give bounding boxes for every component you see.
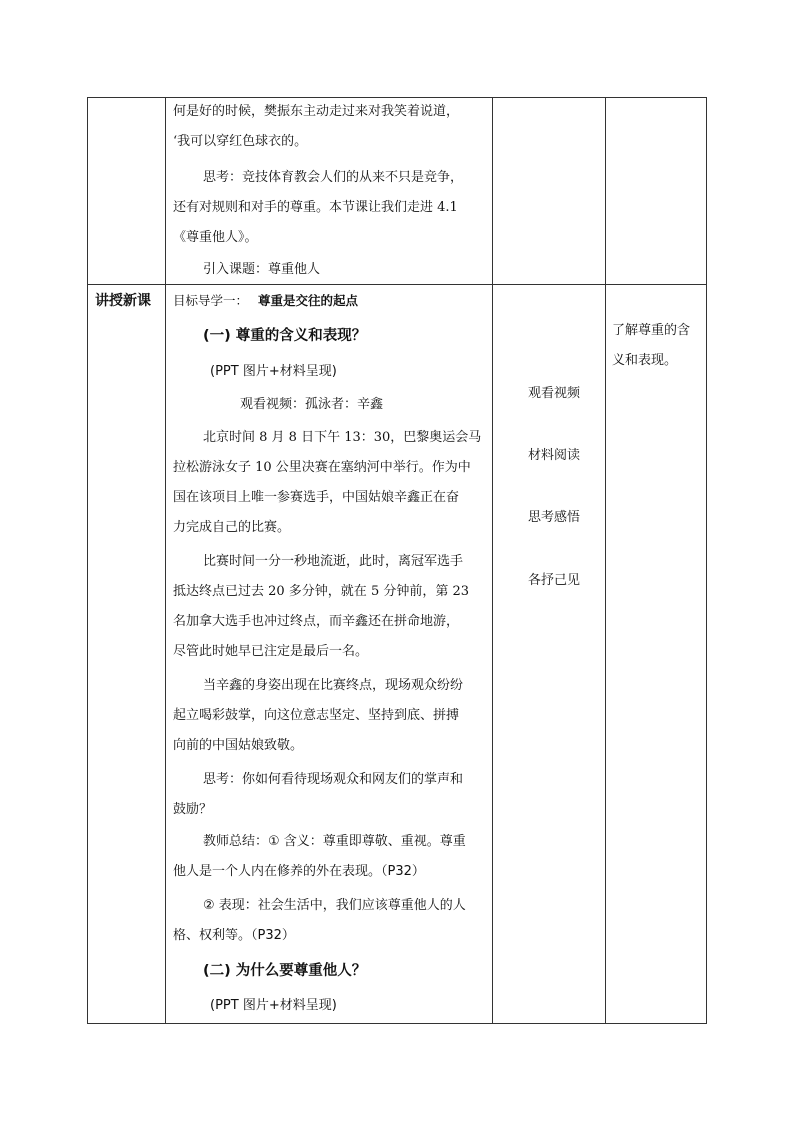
activity-share: 各抒己见 (528, 573, 581, 588)
heading-1: (一) 尊重的含义和表现？ (203, 328, 367, 344)
body-line-13: 鼓励？ (173, 802, 213, 817)
ppt-note-2: (PPT 图片+材料呈现) (210, 998, 337, 1013)
body-line-7: 名加拿大选手也冲过终点，而辛鑫还在拼命地游， (173, 614, 460, 629)
ppt-note-1: (PPT 图片+材料呈现) (210, 364, 337, 379)
activity-reflect: 思考感悟 (528, 510, 581, 525)
row1-line-1: 何是好的时候，樊振东主动走过来对我笑着说道， (173, 104, 460, 119)
body-line-4: 力完成自己的比赛。 (173, 520, 291, 535)
body-line-2: 拉松游泳女子 10 公里决赛在塞纳河中举行。作为中 (173, 460, 471, 475)
column-divider-2 (492, 97, 493, 1024)
body-line-1: 北京时间 8 月 8 日下午 13：30，巴黎奥运会马 (203, 430, 482, 445)
video-title: 观看视频：孤泳者：辛鑫 (240, 397, 384, 412)
body-line-8: 尽管此时她早已注定是最后一名。 (173, 644, 369, 659)
heading-2: (二) 为什么要尊重他人？ (203, 963, 367, 979)
body-line-16: ② 表现：社会生活中，我们应该尊重他人的人 (203, 898, 466, 913)
row1-line-6: 引入课题：尊重他人 (203, 262, 321, 277)
body-line-11: 向前的中国姑娘致敬。 (173, 738, 304, 753)
body-line-6: 抵达终点已过去 20 多分钟，就在 5 分钟前，第 23 (173, 584, 470, 599)
body-line-14: 教师总结：① 含义：尊重即尊敬、重视。尊重 (203, 834, 466, 849)
row1-line-5: 《尊重他人》。 (173, 230, 258, 245)
body-line-3: 国在该项目上唯一参赛选手，中国姑娘辛鑫正在奋 (173, 490, 460, 505)
row-divider (87, 284, 707, 285)
row1-line-3: 思考：竞技体育教会人们的从来不只是竞争， (203, 170, 464, 185)
row1-line-4: 还有对规则和对手的尊重。本节课让我们走进 4.1 (173, 200, 458, 215)
column-divider-3 (605, 97, 606, 1024)
goal-note-line-2: 义和表现。 (612, 353, 678, 368)
body-line-12: 思考：你如何看待现场观众和网友们的掌声和 (203, 772, 464, 787)
row1-line-2: ‘我可以穿红色球衣的。 (173, 134, 308, 149)
body-line-5: 比赛时间一分一秒地流逝，此时，离冠军选手 (203, 554, 464, 569)
body-line-9: 当辛鑫的身姿出现在比赛终点，现场观众纷纷 (203, 678, 464, 693)
body-line-10: 起立喝彩鼓掌，向这位意志坚定、坚持到底、拼搏 (173, 708, 460, 723)
activity-read-material: 材料阅读 (528, 448, 581, 463)
goal-prefix: 目标导学一： (173, 293, 249, 308)
body-line-17: 格、权利等。（P32） (173, 928, 295, 943)
section-label: 讲授新课 (95, 293, 151, 309)
activity-watch-video: 观看视频 (528, 386, 581, 401)
body-line-15: 他人是一个人内在修养的外在表现。（P32） (173, 864, 425, 879)
column-divider-1 (165, 97, 166, 1024)
goal-note-line-1: 了解尊重的含 (612, 323, 691, 338)
goal-title: 尊重是交往的起点 (258, 293, 359, 308)
